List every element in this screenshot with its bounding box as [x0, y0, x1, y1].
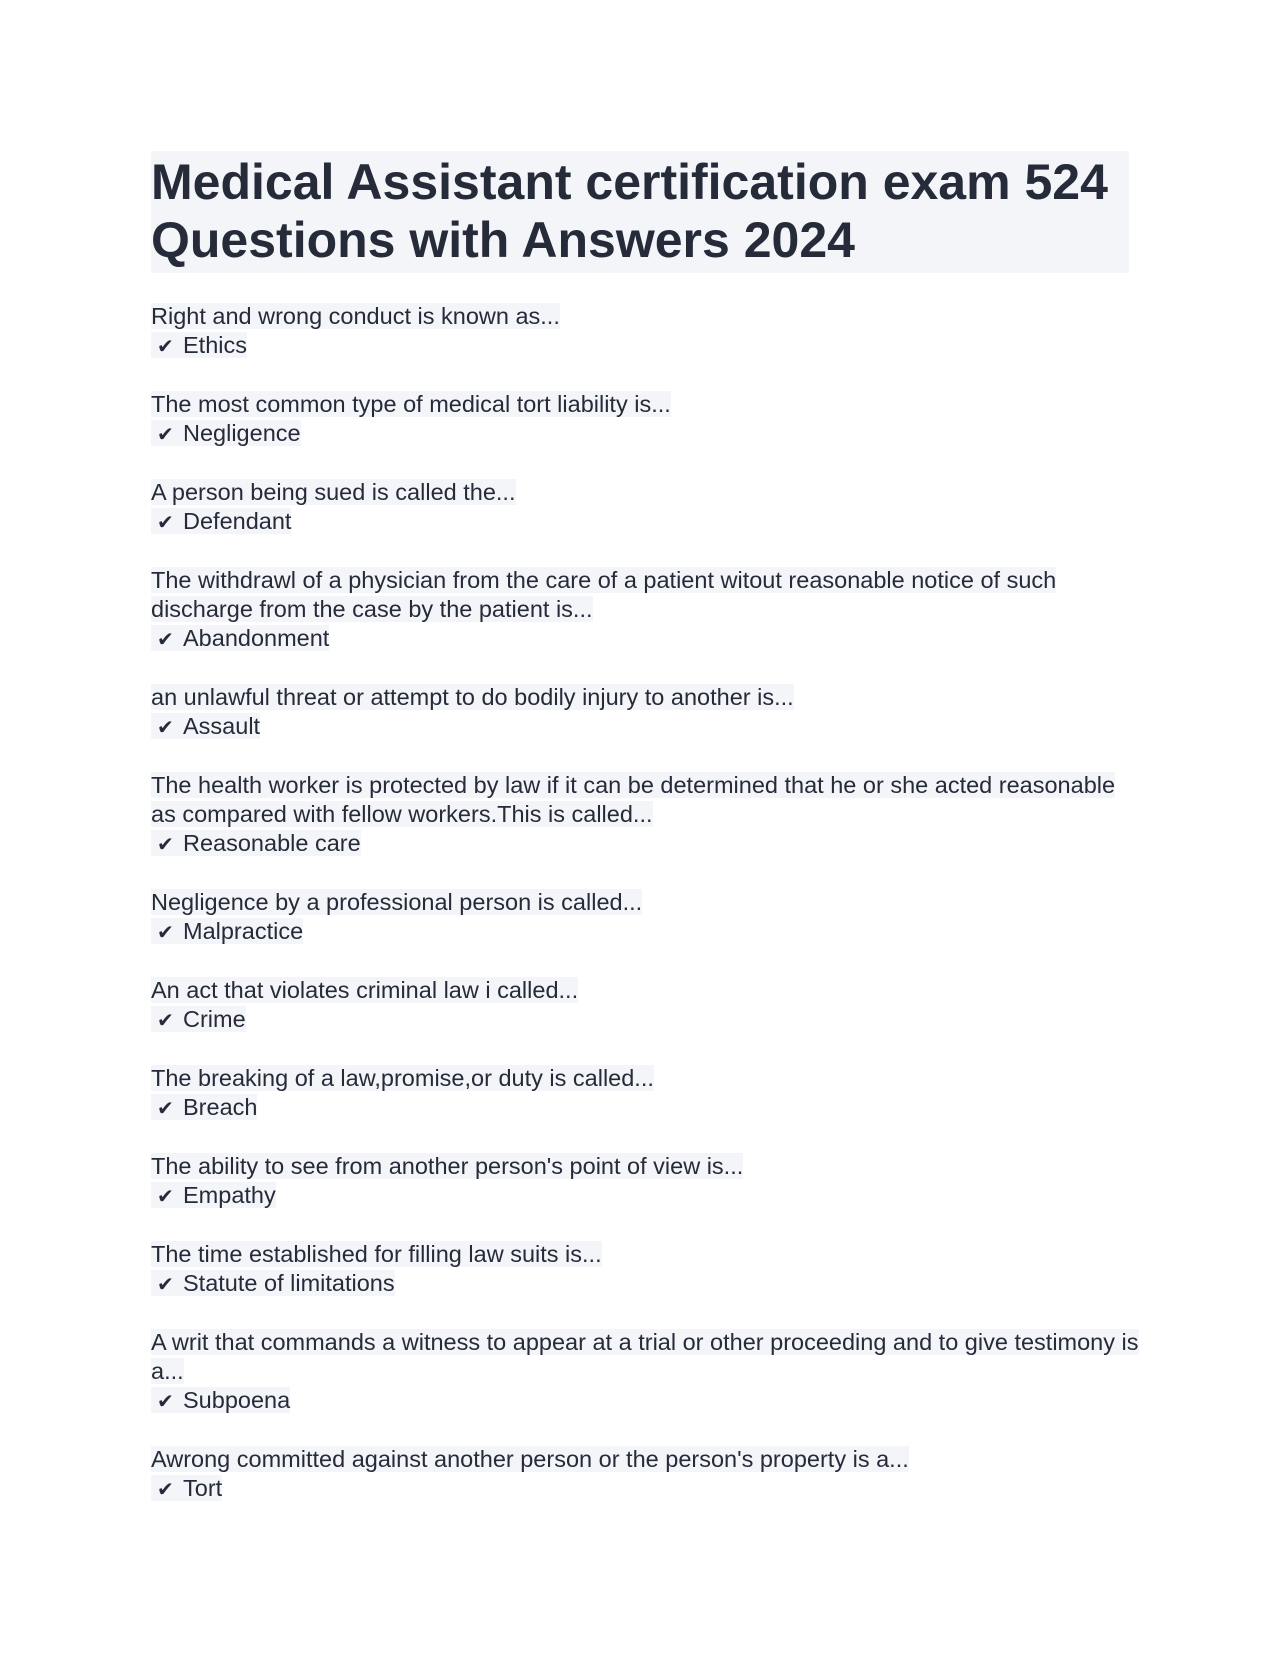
question-highlight: Right and wrong conduct is known as...: [151, 303, 560, 329]
question-text: [151, 302, 1141, 331]
question-highlight: an unlawful threat or attempt to do bodily injury to another is...: [151, 684, 794, 710]
question-highlight: Awrong committed against another person or the person's property is a...: [151, 1446, 909, 1472]
qa-item: [151, 771, 1141, 859]
check-icon: ✔: [157, 715, 174, 739]
answer-text: Statute of limitations: [183, 1270, 395, 1296]
qa-item: [151, 888, 1141, 947]
question-text: [151, 771, 1141, 829]
answer-line: [151, 1269, 1141, 1299]
answer-line: [151, 507, 1141, 537]
check-icon: ✔: [157, 832, 174, 856]
question-highlight: The health worker is protected by law if it can be determined that he or she acted reasonable as compared with fellow workers.This is called...: [151, 772, 1116, 827]
answer-text: Malpractice: [183, 918, 304, 944]
answer-text: Ethics: [183, 332, 247, 358]
check-icon: ✔: [157, 510, 174, 534]
answer-text: Negligence: [183, 420, 301, 446]
answer-highlight: [151, 508, 291, 534]
question-text: [151, 1445, 1141, 1474]
answer-line: [151, 1005, 1141, 1035]
check-icon: ✔: [157, 1008, 174, 1032]
question-highlight: The withdrawl of a physician from the care of a patient witout reasonable notice of such discharge from the case by the patient is...: [151, 567, 1057, 622]
answer-line: [151, 331, 1141, 361]
answer-highlight: [151, 1475, 222, 1501]
answer-line: [151, 1093, 1141, 1123]
question-highlight: A writ that commands a witness to appear at a trial or other proceeding and to give testimony is a...: [151, 1329, 1139, 1384]
qa-list: [151, 302, 1141, 1504]
question-text: [151, 1328, 1141, 1386]
question-highlight: The time established for filling law suits is...: [151, 1241, 602, 1267]
answer-line: [151, 829, 1141, 859]
answer-text: Subpoena: [183, 1387, 291, 1413]
qa-item: [151, 1240, 1141, 1299]
answer-text: Empathy: [183, 1182, 276, 1208]
question-highlight: An act that violates criminal law i called...: [151, 977, 579, 1003]
question-text: [151, 976, 1141, 1005]
check-icon: ✔: [157, 1477, 174, 1501]
question-text: [151, 1240, 1141, 1269]
question-text: [151, 1064, 1141, 1093]
title-block: [151, 151, 1129, 273]
question-text: [151, 390, 1141, 419]
answer-highlight: [151, 332, 247, 358]
answer-highlight: [151, 1182, 276, 1208]
answer-line: [151, 1386, 1141, 1416]
answer-text: Tort: [183, 1475, 223, 1501]
question-highlight: A person being sued is called the...: [151, 479, 516, 505]
question-text: [151, 1152, 1141, 1181]
qa-item: [151, 302, 1141, 361]
check-icon: ✔: [157, 920, 174, 944]
qa-item: [151, 683, 1141, 742]
check-icon: ✔: [157, 422, 174, 446]
answer-line: [151, 1181, 1141, 1211]
qa-item: [151, 478, 1141, 537]
answer-highlight: [151, 1387, 290, 1413]
check-icon: ✔: [157, 627, 174, 651]
question-text: [151, 888, 1141, 917]
answer-line: [151, 419, 1141, 449]
qa-item: [151, 1445, 1141, 1504]
answer-highlight: [151, 1094, 257, 1120]
qa-item: [151, 390, 1141, 449]
answer-text: Crime: [183, 1006, 246, 1032]
check-icon: ✔: [157, 1184, 174, 1208]
question-text: [151, 478, 1141, 507]
answer-text: Defendant: [183, 508, 292, 534]
answer-line: [151, 1474, 1141, 1504]
answer-line: [151, 917, 1141, 947]
qa-item: [151, 1152, 1141, 1211]
check-icon: ✔: [157, 334, 174, 358]
answer-highlight: [151, 713, 260, 739]
check-icon: ✔: [157, 1096, 174, 1120]
answer-text: Assault: [183, 713, 261, 739]
question-text: [151, 566, 1141, 624]
question-text: [151, 683, 1141, 712]
qa-item: [151, 566, 1141, 654]
question-highlight: The most common type of medical tort liability is...: [151, 391, 671, 417]
document-title: Medical Assistant certification exam 524 Questions with Answers 2024: [151, 154, 1108, 268]
answer-text: Reasonable care: [183, 830, 361, 856]
answer-highlight: [151, 830, 361, 856]
qa-item: [151, 1064, 1141, 1123]
answer-highlight: [151, 420, 301, 446]
answer-text: Breach: [183, 1094, 258, 1120]
answer-text: Abandonment: [183, 625, 330, 651]
answer-highlight: [151, 1006, 246, 1032]
answer-line: [151, 712, 1141, 742]
answer-line: [151, 624, 1141, 654]
answer-highlight: [151, 625, 329, 651]
question-highlight: The ability to see from another person's point of view is...: [151, 1153, 744, 1179]
answer-highlight: [151, 918, 303, 944]
question-highlight: The breaking of a law,promise,or duty is called...: [151, 1065, 654, 1091]
question-highlight: Negligence by a professional person is called...: [151, 889, 643, 915]
check-icon: ✔: [157, 1389, 174, 1413]
check-icon: ✔: [157, 1272, 174, 1296]
qa-item: [151, 976, 1141, 1035]
qa-item: [151, 1328, 1141, 1416]
answer-highlight: [151, 1270, 395, 1296]
